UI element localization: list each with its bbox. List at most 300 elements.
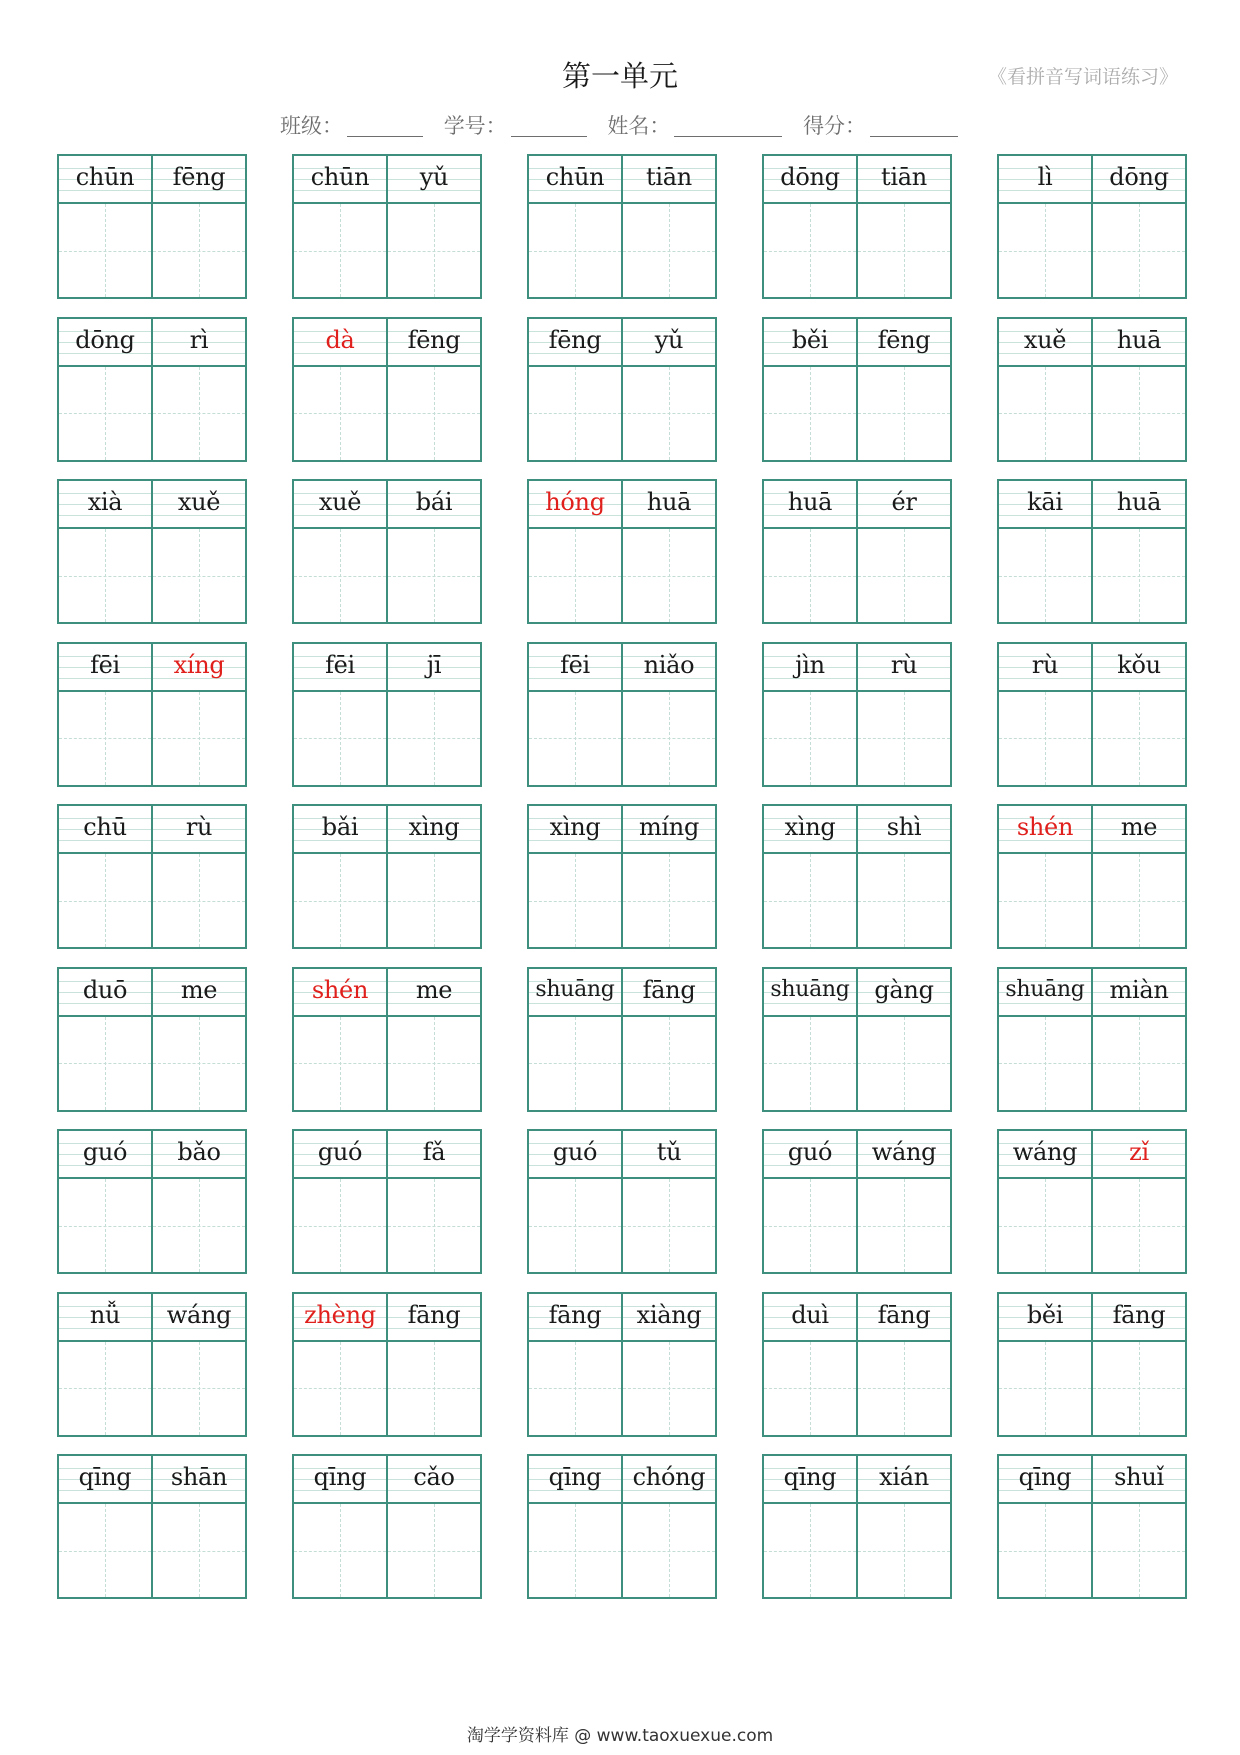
pinyin-label: shén (999, 806, 1091, 854)
character-column (623, 969, 715, 1110)
character-column (388, 1294, 480, 1435)
pinyin-label: tiān (858, 156, 950, 204)
guide-line-horizontal (858, 576, 950, 577)
guide-line-horizontal (529, 251, 621, 252)
pinyin-label: xiàng (623, 1294, 715, 1342)
pinyin-label: xíng (153, 644, 245, 692)
guide-line-horizontal (59, 901, 151, 902)
character-column (153, 1456, 245, 1597)
guide-line-horizontal (623, 901, 715, 902)
pinyin-label: rì (153, 319, 245, 367)
writing-box[interactable] (764, 854, 856, 947)
pinyin-label: xià (59, 481, 151, 529)
writing-box[interactable] (388, 1504, 480, 1597)
word-card (762, 1129, 952, 1274)
character-column (858, 806, 950, 947)
writing-box[interactable] (153, 529, 245, 622)
writing-box[interactable] (294, 204, 386, 297)
guide-line-horizontal (388, 1226, 480, 1227)
guide-line-horizontal (858, 251, 950, 252)
pinyin-label: guó (294, 1131, 386, 1179)
writing-box[interactable] (388, 854, 480, 947)
pinyin-label: nǚ (59, 1294, 151, 1342)
writing-box[interactable] (153, 204, 245, 297)
guide-line-horizontal (153, 1551, 245, 1552)
writing-box[interactable] (1093, 854, 1185, 947)
guide-line-horizontal (388, 1551, 480, 1552)
word-card (292, 967, 482, 1112)
writing-box[interactable] (294, 529, 386, 622)
writing-box[interactable] (999, 1017, 1091, 1110)
character-column (388, 156, 480, 297)
writing-box[interactable] (623, 692, 715, 785)
writing-box[interactable] (294, 1179, 386, 1272)
writing-box[interactable] (388, 529, 480, 622)
character-column (623, 806, 715, 947)
word-card (762, 642, 952, 787)
character-column (858, 481, 950, 622)
pinyin-label: qīng (529, 1456, 621, 1504)
guide-line-horizontal (1093, 1551, 1185, 1552)
word-card (292, 804, 482, 949)
writing-box[interactable] (59, 1017, 151, 1110)
guide-line-horizontal (764, 251, 856, 252)
character-column (623, 319, 715, 460)
pinyin-label: dà (294, 319, 386, 367)
pinyin-label: shuāng (999, 969, 1091, 1017)
writing-box[interactable] (529, 529, 621, 622)
pinyin-label: gàng (858, 969, 950, 1017)
character-column (858, 156, 950, 297)
pinyin-label: shuǐ (1093, 1456, 1185, 1504)
character-column (294, 319, 388, 460)
character-column (294, 644, 388, 785)
word-card (997, 642, 1187, 787)
word-card (527, 154, 717, 299)
pinyin-label: bǎo (153, 1131, 245, 1179)
character-column (59, 969, 153, 1110)
character-column (623, 1131, 715, 1272)
score-field (803, 110, 958, 140)
character-column (59, 1456, 153, 1597)
word-card (762, 479, 952, 624)
student-id-blank[interactable] (511, 114, 587, 137)
writing-box[interactable] (764, 204, 856, 297)
guide-line-horizontal (59, 1388, 151, 1389)
character-column (764, 319, 858, 460)
writing-box[interactable] (1093, 1017, 1185, 1110)
writing-box[interactable] (153, 1179, 245, 1272)
score-blank[interactable] (870, 114, 958, 137)
character-column (529, 1294, 623, 1435)
writing-box[interactable] (153, 692, 245, 785)
writing-box[interactable] (1093, 204, 1185, 297)
guide-line-horizontal (294, 1388, 386, 1389)
pinyin-label: guó (529, 1131, 621, 1179)
guide-line-horizontal (59, 251, 151, 252)
pinyin-label: huā (764, 481, 856, 529)
pinyin-label: chūn (59, 156, 151, 204)
writing-box[interactable] (999, 204, 1091, 297)
writing-box[interactable] (858, 367, 950, 460)
word-card (527, 1454, 717, 1599)
character-column (529, 319, 623, 460)
word-card (57, 642, 247, 787)
writing-box[interactable] (623, 854, 715, 947)
guide-line-horizontal (153, 901, 245, 902)
word-card (292, 317, 482, 462)
guide-line-horizontal (858, 738, 950, 739)
writing-box[interactable] (999, 1504, 1091, 1597)
pinyin-label: fāng (623, 969, 715, 1017)
character-column (858, 1456, 950, 1597)
character-column (529, 1131, 623, 1272)
guide-line-horizontal (764, 738, 856, 739)
guide-line-horizontal (388, 251, 480, 252)
writing-box[interactable] (153, 1017, 245, 1110)
writing-box[interactable] (858, 1504, 950, 1597)
pinyin-label: huā (1093, 319, 1185, 367)
writing-box[interactable] (294, 854, 386, 947)
writing-box[interactable] (999, 529, 1091, 622)
page-subtitle: 《看拼音写词语练习》 (987, 66, 1178, 88)
pinyin-label: fēng (529, 319, 621, 367)
guide-line-horizontal (153, 576, 245, 577)
guide-line-horizontal (529, 1226, 621, 1227)
character-column (294, 156, 388, 297)
word-card (997, 1292, 1187, 1437)
writing-box[interactable] (153, 854, 245, 947)
writing-box[interactable] (999, 367, 1091, 460)
guide-line-horizontal (388, 413, 480, 414)
pinyin-label: chóng (623, 1456, 715, 1504)
writing-box[interactable] (1093, 529, 1185, 622)
guide-line-horizontal (764, 1226, 856, 1227)
word-card (527, 479, 717, 624)
writing-box[interactable] (623, 1179, 715, 1272)
guide-line-horizontal (59, 1226, 151, 1227)
character-column (623, 1294, 715, 1435)
guide-line-horizontal (858, 1063, 950, 1064)
pinyin-label: tiān (623, 156, 715, 204)
guide-line-horizontal (999, 1388, 1091, 1389)
character-column (153, 806, 245, 947)
character-column (764, 156, 858, 297)
word-card (292, 1129, 482, 1274)
writing-box[interactable] (764, 1504, 856, 1597)
character-column (294, 969, 388, 1110)
character-column (59, 319, 153, 460)
guide-line-horizontal (59, 1551, 151, 1552)
character-column (999, 156, 1093, 297)
pinyin-label: qīng (294, 1456, 386, 1504)
pinyin-label: fēi (294, 644, 386, 692)
guide-line-horizontal (294, 1551, 386, 1552)
guide-line-horizontal (999, 738, 1091, 739)
character-column (1093, 1131, 1185, 1272)
pinyin-label: kǒu (1093, 644, 1185, 692)
pinyin-label: chū (59, 806, 151, 854)
character-column (294, 1456, 388, 1597)
writing-box[interactable] (529, 1017, 621, 1110)
pinyin-label: bái (388, 481, 480, 529)
writing-box[interactable] (529, 367, 621, 460)
writing-box[interactable] (59, 529, 151, 622)
name-blank[interactable] (674, 114, 782, 137)
writing-box[interactable] (858, 692, 950, 785)
guide-line-horizontal (529, 1551, 621, 1552)
writing-box[interactable] (1093, 367, 1185, 460)
pinyin-label: miàn (1093, 969, 1185, 1017)
writing-box[interactable] (623, 1342, 715, 1435)
character-column (294, 481, 388, 622)
writing-box[interactable] (764, 529, 856, 622)
word-card (292, 1292, 482, 1437)
word-card (57, 1454, 247, 1599)
writing-box[interactable] (294, 1342, 386, 1435)
pinyin-label: rù (153, 806, 245, 854)
word-card (57, 804, 247, 949)
writing-box[interactable] (529, 1504, 621, 1597)
guide-line-horizontal (1093, 1063, 1185, 1064)
character-column (764, 1456, 858, 1597)
pinyin-label: běi (764, 319, 856, 367)
word-card (762, 317, 952, 462)
writing-box[interactable] (388, 692, 480, 785)
writing-box[interactable] (764, 1179, 856, 1272)
writing-box[interactable] (999, 1179, 1091, 1272)
writing-box[interactable] (764, 1017, 856, 1110)
pinyin-label: zǐ (1093, 1131, 1185, 1179)
student-id-label: 学号： (443, 114, 507, 138)
writing-box[interactable] (764, 692, 856, 785)
guide-line-horizontal (294, 1226, 386, 1227)
writing-box[interactable] (294, 1017, 386, 1110)
guide-line-horizontal (623, 1551, 715, 1552)
writing-box[interactable] (59, 1504, 151, 1597)
word-card (527, 804, 717, 949)
pinyin-label: fāng (529, 1294, 621, 1342)
pinyin-label: wáng (153, 1294, 245, 1342)
pinyin-label: xìng (529, 806, 621, 854)
pinyin-label: guó (59, 1131, 151, 1179)
pinyin-label: dōng (59, 319, 151, 367)
writing-box[interactable] (529, 1179, 621, 1272)
writing-box[interactable] (529, 692, 621, 785)
writing-box[interactable] (999, 854, 1091, 947)
pinyin-label: rù (858, 644, 950, 692)
pinyin-label: shuāng (764, 969, 856, 1017)
character-column (764, 481, 858, 622)
character-column (764, 969, 858, 1110)
writing-box[interactable] (858, 1179, 950, 1272)
character-column (999, 1294, 1093, 1435)
character-column (858, 1131, 950, 1272)
pinyin-label: me (388, 969, 480, 1017)
writing-box[interactable] (623, 1017, 715, 1110)
word-card (292, 479, 482, 624)
writing-box[interactable] (153, 1342, 245, 1435)
writing-box[interactable] (529, 854, 621, 947)
writing-box[interactable] (388, 367, 480, 460)
character-column (294, 1294, 388, 1435)
pinyin-label: xìng (764, 806, 856, 854)
writing-box[interactable] (59, 1342, 151, 1435)
guide-line-horizontal (1093, 1226, 1185, 1227)
writing-box[interactable] (59, 204, 151, 297)
writing-box[interactable] (623, 1504, 715, 1597)
character-column (153, 1294, 245, 1435)
guide-line-horizontal (858, 1551, 950, 1552)
pinyin-label: shuāng (529, 969, 621, 1017)
writing-box[interactable] (1093, 1179, 1185, 1272)
writing-box[interactable] (529, 1342, 621, 1435)
guide-line-horizontal (388, 738, 480, 739)
word-card (527, 1129, 717, 1274)
character-column (153, 969, 245, 1110)
writing-box[interactable] (59, 1179, 151, 1272)
guide-line-horizontal (153, 1388, 245, 1389)
writing-box[interactable] (294, 692, 386, 785)
guide-line-horizontal (623, 1063, 715, 1064)
pinyin-label: dōng (764, 156, 856, 204)
word-card (997, 1454, 1187, 1599)
pinyin-label: duō (59, 969, 151, 1017)
writing-box[interactable] (388, 1342, 480, 1435)
writing-box[interactable] (388, 1179, 480, 1272)
character-column (153, 481, 245, 622)
class-field (280, 110, 423, 140)
writing-box[interactable] (999, 692, 1091, 785)
pinyin-label: xuě (999, 319, 1091, 367)
writing-box[interactable] (858, 1342, 950, 1435)
character-column (153, 644, 245, 785)
class-label: 班级： (280, 114, 343, 138)
writing-box[interactable] (294, 1504, 386, 1597)
writing-box[interactable] (858, 854, 950, 947)
writing-box[interactable] (529, 204, 621, 297)
character-column (153, 156, 245, 297)
word-card (997, 967, 1187, 1112)
pinyin-label: xuě (294, 481, 386, 529)
character-column (764, 1294, 858, 1435)
guide-line-horizontal (764, 1063, 856, 1064)
word-card (762, 1292, 952, 1437)
character-column (59, 644, 153, 785)
guide-line-horizontal (1093, 738, 1185, 739)
word-card (292, 642, 482, 787)
character-column (529, 481, 623, 622)
guide-line-horizontal (1093, 251, 1185, 252)
guide-line-horizontal (1093, 901, 1185, 902)
pinyin-label: huā (1093, 481, 1185, 529)
guide-line-horizontal (153, 413, 245, 414)
writing-box[interactable] (623, 529, 715, 622)
guide-line-horizontal (529, 738, 621, 739)
guide-line-horizontal (858, 1226, 950, 1227)
writing-box[interactable] (858, 529, 950, 622)
word-card (57, 479, 247, 624)
writing-box[interactable] (59, 854, 151, 947)
guide-line-horizontal (999, 1063, 1091, 1064)
writing-box[interactable] (858, 204, 950, 297)
writing-box[interactable] (764, 367, 856, 460)
writing-box[interactable] (999, 1342, 1091, 1435)
character-column (1093, 319, 1185, 460)
pinyin-label: fēi (529, 644, 621, 692)
pinyin-label: zhèng (294, 1294, 386, 1342)
pinyin-label: jī (388, 644, 480, 692)
character-column (59, 1131, 153, 1272)
character-column (1093, 644, 1185, 785)
word-card (762, 967, 952, 1112)
writing-box[interactable] (764, 1342, 856, 1435)
pinyin-label: fāng (1093, 1294, 1185, 1342)
pinyin-label: shì (858, 806, 950, 854)
guide-line-horizontal (764, 1388, 856, 1389)
word-card (527, 317, 717, 462)
pinyin-label: chūn (529, 156, 621, 204)
guide-line-horizontal (999, 901, 1091, 902)
word-card (292, 1454, 482, 1599)
pinyin-label: chūn (294, 156, 386, 204)
writing-box[interactable] (294, 367, 386, 460)
writing-box[interactable] (1093, 1342, 1185, 1435)
writing-box[interactable] (1093, 692, 1185, 785)
writing-box[interactable] (623, 204, 715, 297)
student-id-field (444, 110, 587, 140)
writing-box[interactable] (623, 367, 715, 460)
writing-box[interactable] (858, 1017, 950, 1110)
name-label: 姓名： (607, 114, 671, 138)
writing-box[interactable] (59, 692, 151, 785)
character-column (999, 969, 1093, 1110)
pinyin-label: fǎ (388, 1131, 480, 1179)
class-blank[interactable] (347, 114, 423, 137)
word-card (527, 642, 717, 787)
pinyin-label: niǎo (623, 644, 715, 692)
character-column (764, 1131, 858, 1272)
writing-box[interactable] (388, 204, 480, 297)
guide-line-horizontal (623, 738, 715, 739)
pinyin-label: qīng (764, 1456, 856, 1504)
guide-line-horizontal (999, 1551, 1091, 1552)
character-column (764, 806, 858, 947)
guide-line-horizontal (59, 738, 151, 739)
character-column (388, 1456, 480, 1597)
guide-line-horizontal (623, 1226, 715, 1227)
guide-line-horizontal (388, 1388, 480, 1389)
pinyin-label: wáng (858, 1131, 950, 1179)
character-column (388, 644, 480, 785)
writing-box[interactable] (1093, 1504, 1185, 1597)
writing-box[interactable] (153, 367, 245, 460)
writing-box[interactable] (59, 367, 151, 460)
character-column (153, 1131, 245, 1272)
pinyin-label: míng (623, 806, 715, 854)
guide-line-horizontal (999, 576, 1091, 577)
guide-line-horizontal (153, 738, 245, 739)
guide-line-horizontal (529, 413, 621, 414)
pinyin-label: fēng (858, 319, 950, 367)
writing-box[interactable] (388, 1017, 480, 1110)
character-column (388, 969, 480, 1110)
writing-box[interactable] (153, 1504, 245, 1597)
guide-line-horizontal (764, 901, 856, 902)
character-column (999, 481, 1093, 622)
guide-line-horizontal (294, 413, 386, 414)
pinyin-label: ér (858, 481, 950, 529)
